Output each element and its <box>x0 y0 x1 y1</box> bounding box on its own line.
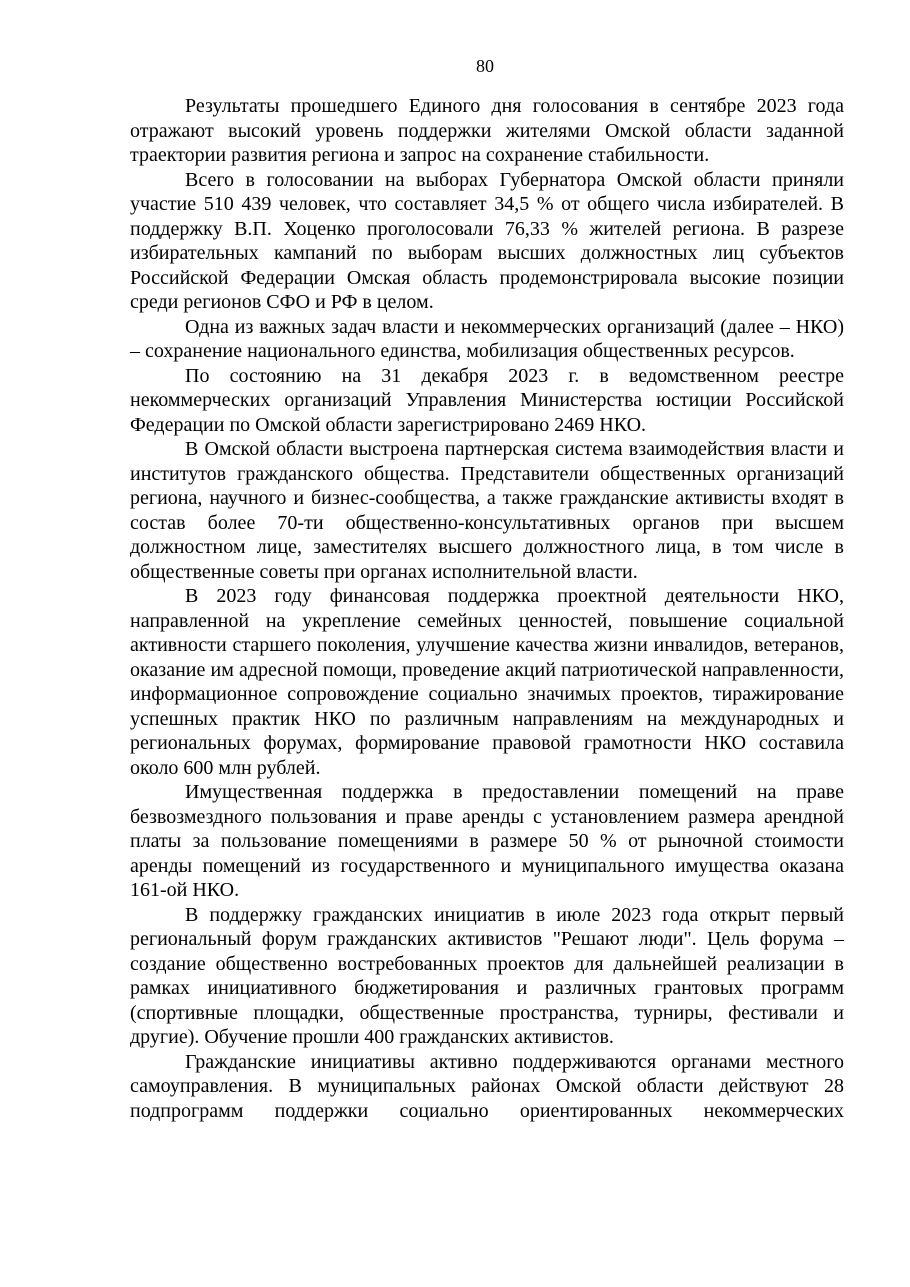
paragraph-civic-forum: В поддержку гражданских инициатив в июле 2023 года открыт первый региональный форум гражданских активистов "Решают люди". Цель форума – создание общественно востребованных проектов для дальнейшей реализации в рамках инициативного бюджетирования и различных грантовых программ (спортивные площадки, общественные пространства, турниры, фестивали и другие). Обучение прошли 400 гражданских активистов. <box>130 903 844 1048</box>
paragraph-election-results: Результаты прошедшего Единого дня голосования в сентябре 2023 года отражают высокий уровень поддержки жителями Омской области заданной траектории развития региона и запрос на сохранение стабильности. <box>130 95 844 166</box>
paragraph-nko-registry: По состоянию на 31 декабря 2023 г. в ведомственном реестре некоммерческих организаций Управления Министерства юстиции Российской Федерации по Омской области зарегистрировано 2469 НКО. <box>130 364 844 436</box>
paragraph-local-government: Гражданские инициативы активно поддерживаются органами местного самоуправления. В муниципальных районах Омской области действуют 28 подпрограмм поддержки социально ориентированных некоммерческих <box>130 1050 844 1122</box>
paragraph-governor-election: Всего в голосовании на выборах Губернатора Омской области приняли участие 510 439 человек, что составляет 34,5 % от общего числа избирателей. В поддержку В.П. Хоценко проголосовали 76,33 % жителей региона. В разрезе избирательных кампаний по выборам высших должностных лиц субъектов Российской Федерации Омская область продемонстрировала высокие позиции среди регионов СФО и РФ в целом. <box>130 168 844 313</box>
paragraph-financial-support: В 2023 году финансовая поддержка проектной деятельности НКО, направленной на укрепление семейных ценностей, повышение социальной активности старшего поколения, улучшение качества жизни инвалидов, ветеранов, оказание им адресной помощи, проведение акций патриотической направленности, информационное сопровождение социально значимых проектов, тиражирование успешных практик НКО по различным направлениям на международных и региональных форумах, формирование правовой грамотности НКО составила около 600 млн рублей. <box>130 585 844 779</box>
document-body <box>130 94 844 1123</box>
paragraph-nko-tasks: Одна из важных задач власти и некоммерческих организаций (далее – НКО) – сохранение национального единства, мобилизация общественных ресурсов. <box>130 315 844 362</box>
page-number: 80 <box>476 56 494 76</box>
paragraph-property-support: Имущественная поддержка в предоставлении помещений на праве безвозмездного пользования и праве аренды с установлением размера арендной платы за пользование помещениями в размере 50 % от рыночной стоимости аренды помещений из государственного и муниципального имущества оказана 161-ой НКО. <box>130 781 844 901</box>
paragraph-partnership-system: В Омской области выстроена партнерская система взаимодействия власти и институтов гражданского общества. Представители общественных организаций региона, научного и бизнес-сообщества, а также гражданские активисты входят в состав более 70-ти общественно-консультативных органов при высшем должностном лице, заместителях высшего должностного лица, в том числе в общественные советы при органах исполнительной власти. <box>130 438 844 583</box>
